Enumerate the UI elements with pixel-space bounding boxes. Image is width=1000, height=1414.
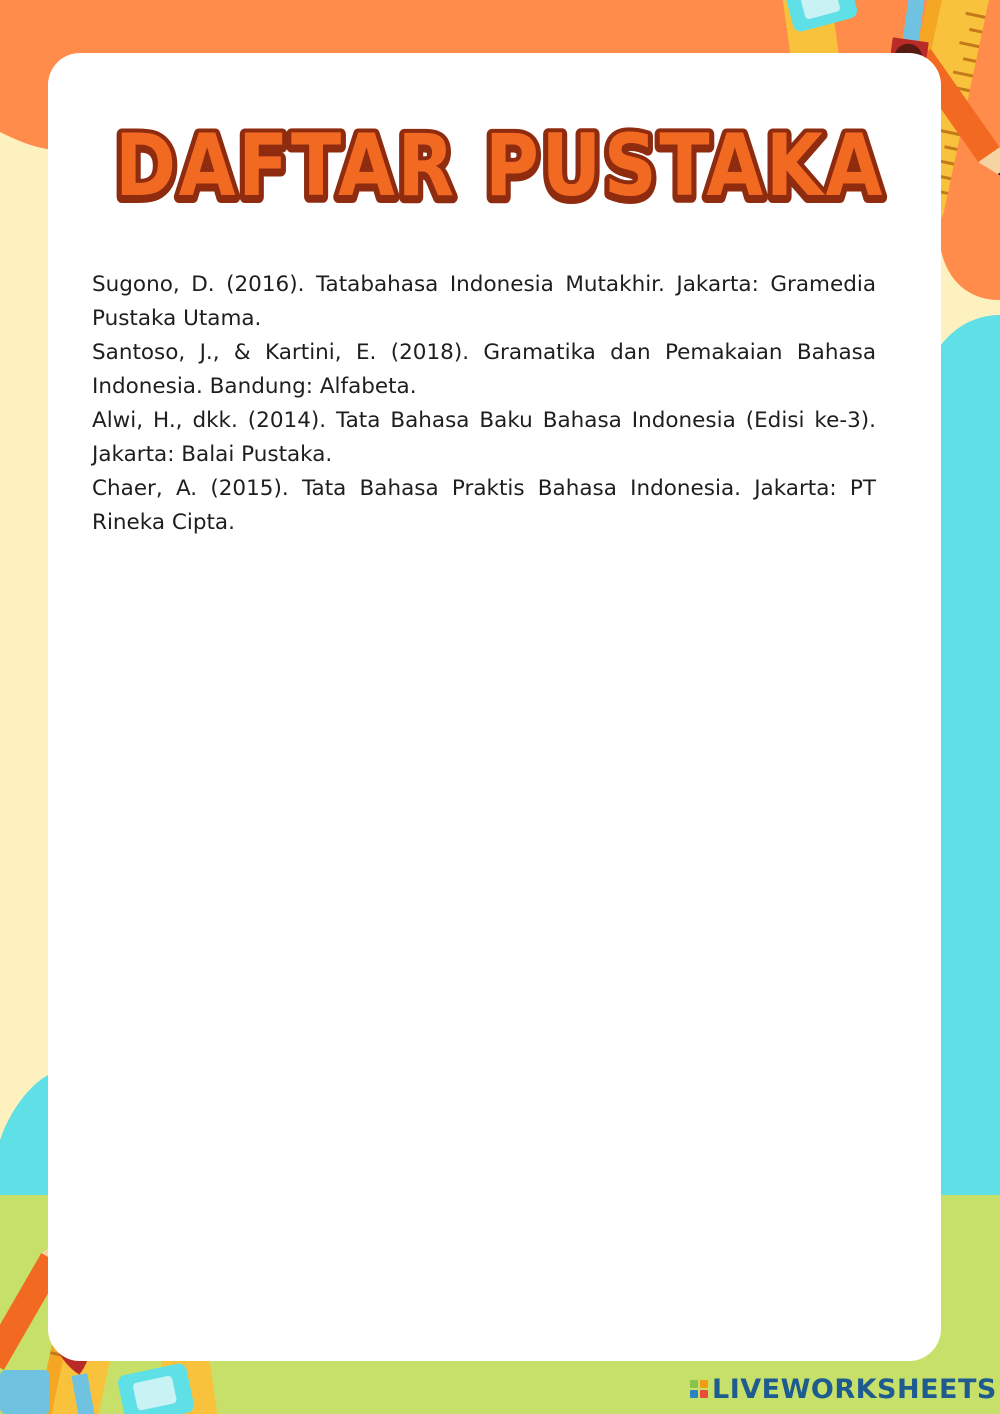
brand-name: LIVEWORKSHEETS (712, 1373, 997, 1405)
reference-item: Sugono, D. (2016). Tatabahasa Indonesia Mutakhir. Jakarta: Gramedia Pustaka Utama. (92, 272, 876, 331)
reference-item: Chaer, A. (2015). Tata Bahasa Praktis Bahasa Indonesia. Jakarta: PT Rineka Cipta. (92, 476, 876, 535)
liveworksheets-logo-icon (690, 1380, 708, 1398)
reference-list (92, 268, 876, 540)
reference-item: Alwi, H., dkk. (2014). Tata Bahasa Baku Bahasa Indonesia (Edisi ke-3). Jakarta: Balai Pustaka. (92, 408, 876, 467)
page-title-text: DAFTAR PUSTAKA (115, 116, 885, 216)
reference-item: Santoso, J., & Kartini, E. (2018). Gramatika dan Pemakaian Bahasa Indonesia. Bandung: Alfabeta. (92, 340, 876, 399)
page-title (100, 100, 900, 230)
content-card (48, 53, 941, 1361)
page-title-outline: DAFTAR PUSTAKA (115, 118, 885, 218)
liveworksheets-watermark[interactable] (690, 1372, 997, 1406)
